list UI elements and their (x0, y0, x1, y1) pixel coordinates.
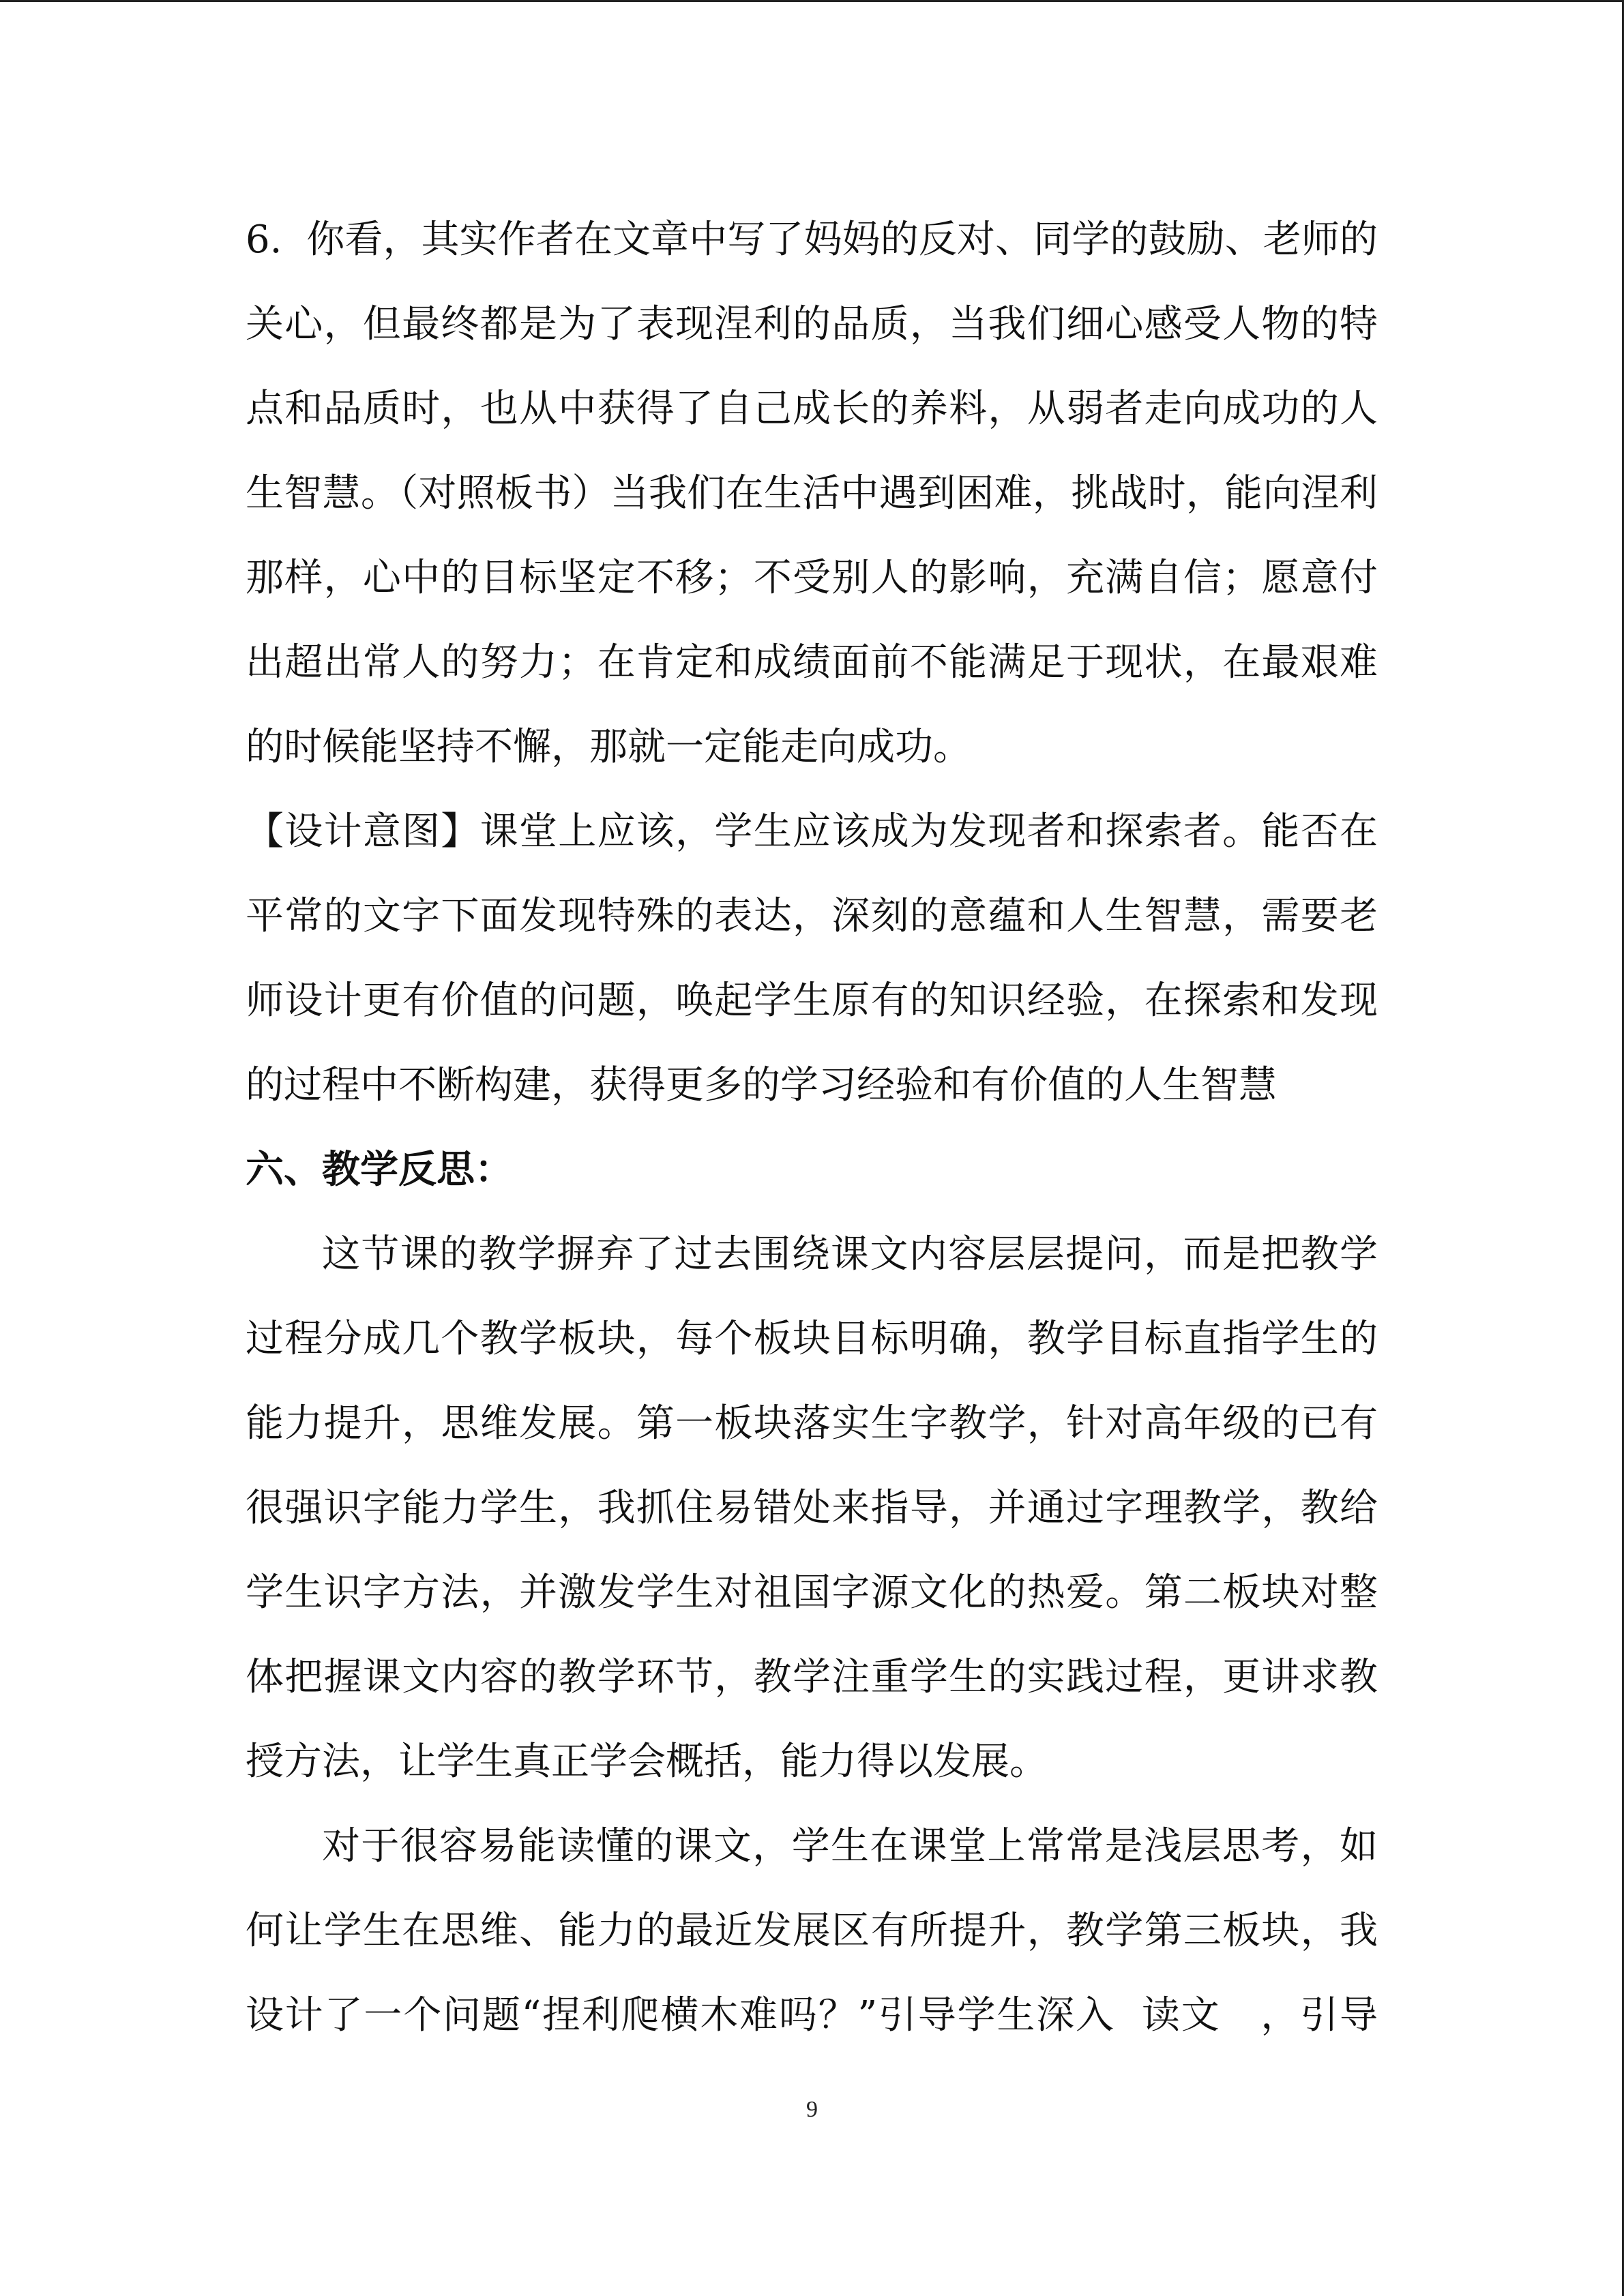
page-number: 9 (806, 2097, 818, 2122)
reflection-line: 过程分成几个教学板块，每个板块目标明确，教学目标直指学生的 (246, 1317, 1378, 1361)
reflection-line: 体把握课文内容的教学环节，教学注重学生的实践过程，更讲求教 (246, 1655, 1378, 1699)
paragraph-line: 6. 你看，其实作者在文章中写了妈妈的反对、同学的鼓励、老师的 (246, 218, 1378, 262)
paragraph-line: 的时候能坚持不懈，那就一定能走向成功。 (246, 725, 971, 769)
reflection-line: 授方法，让学生真正学会概括，能力得以发展。 (246, 1740, 1048, 1784)
reflection-line: 设计了一个问题“捏利爬横木难吗？”引导学生深入 读文 ，引导 (246, 1993, 1378, 2038)
paragraph-line: 那样，心中的目标坚定不移；不受别人的影响，充满自信；愿意付 (246, 556, 1378, 600)
reflection-line: 何让学生在思维、能力的最近发展区有所提升，教学第三板块，我 (246, 1909, 1378, 1953)
reflection-line: 能力提升，思维发展。第一板块落实生字教学，针对高年级的已有 (246, 1401, 1378, 1446)
design-intent-line: 【设计意图】课堂上应该，学生应该成为发现者和探索者。能否在 (246, 809, 1378, 854)
design-intent-line: 的过程中不断构建，获得更多的学习经验和有价值的人生智慧 (246, 1063, 1277, 1107)
reflection-line: 学生识字方法，并激发学生对祖国字源文化的热爱。第二板块对整 (246, 1570, 1378, 1615)
paragraph-line: 出超出常人的努力；在肯定和成绩面前不能满足于现状，在最艰难 (246, 640, 1378, 685)
reflection-line: 这节课的教学摒弃了过去围绕课文内容层层提问，而是把教学 (322, 1232, 1378, 1277)
document-body (246, 198, 1378, 2058)
design-intent-line: 师设计更有价值的问题，唤起学生原有的知识经验，在探索和发现 (246, 979, 1378, 1023)
reflection-line: 对于很容易能读懂的课文，学生在课堂上常常是浅层思考，如 (322, 1824, 1378, 1868)
design-intent-line: 平常的文字下面发现特殊的表达，深刻的意蕴和人生智慧，需要老 (246, 894, 1378, 938)
paragraph-line: 关心，但最终都是为了表现涅利的品质，当我们细心感受人物的特 (246, 302, 1378, 346)
paragraph-line: 点和品质时，也从中获得了自己成长的养料，从弱者走向成功的人 (246, 387, 1378, 431)
reflection-line: 很强识字能力学生，我抓住易错处来指导，并通过字理教学，教给 (246, 1486, 1378, 1530)
paragraph-line: 生智慧。（对照板书）当我们在生活中遇到困难，挑战时，能向涅利 (246, 471, 1378, 516)
page-border-top (0, 0, 1624, 2)
section-heading: 六、教学反思： (246, 1148, 513, 1192)
